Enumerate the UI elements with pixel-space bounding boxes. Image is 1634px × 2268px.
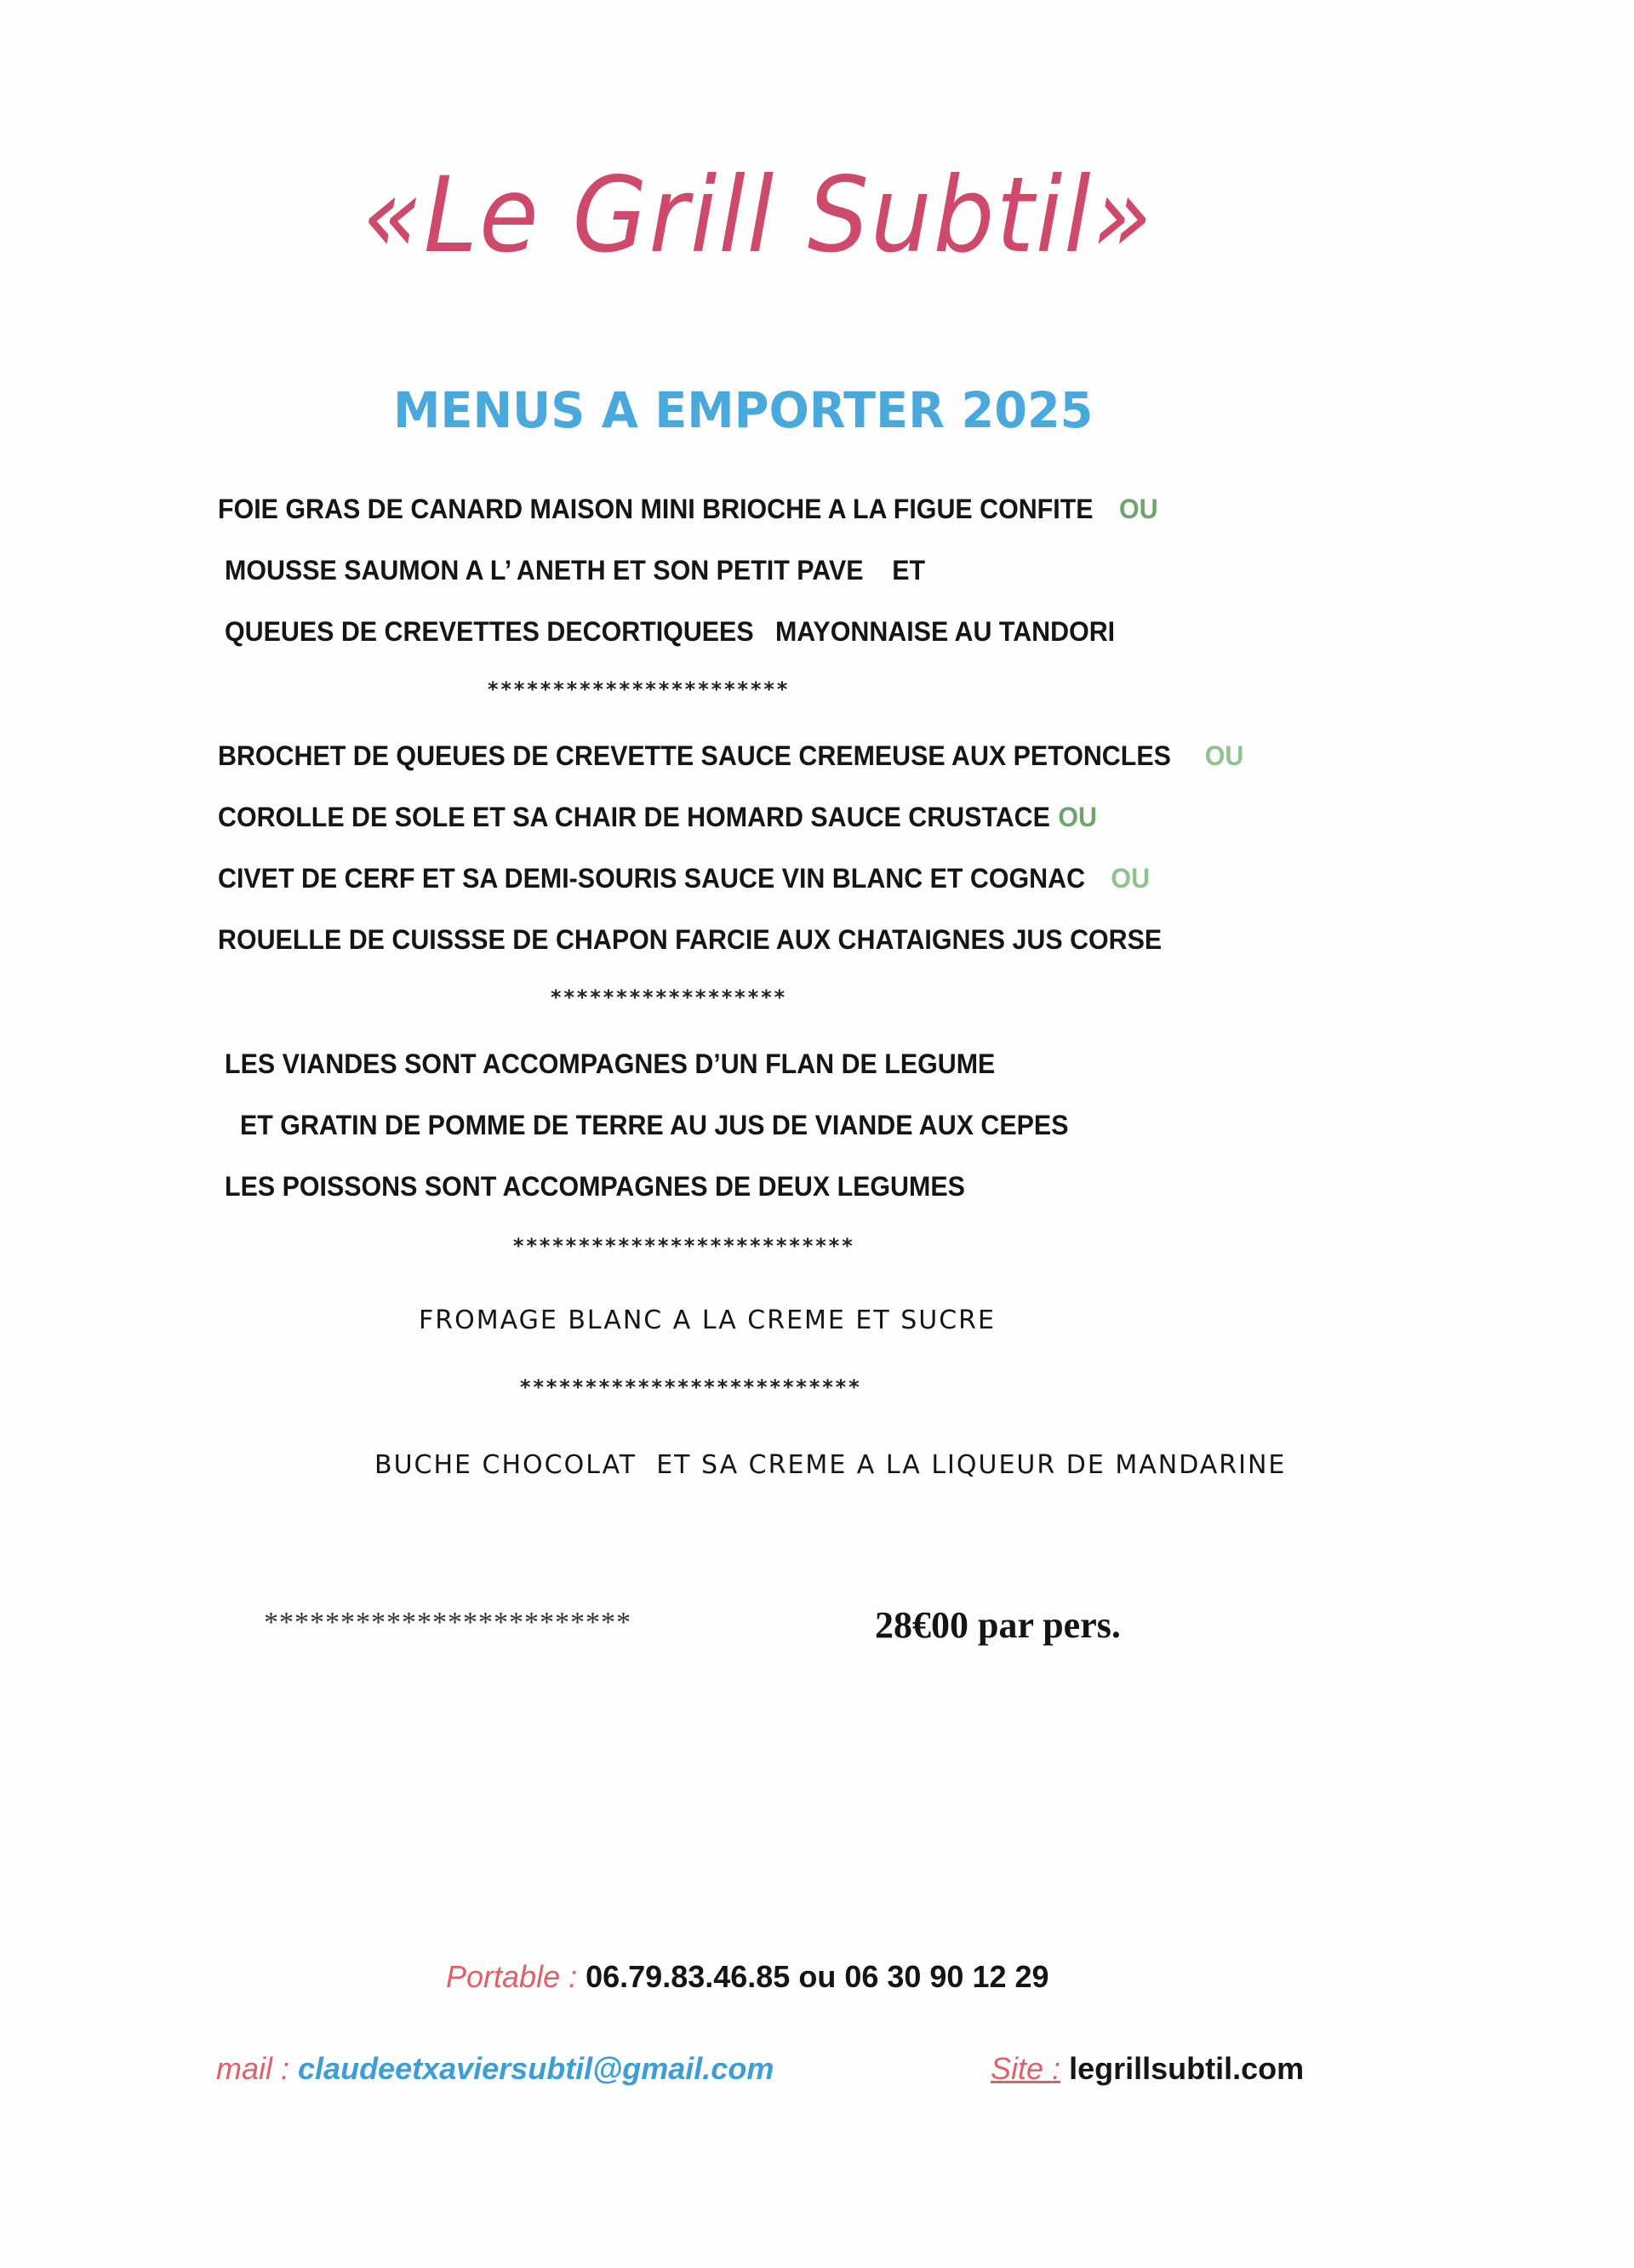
site-label: Site : <box>991 2051 1061 2086</box>
entree-text: MOUSSE SAUMON A L’ ANETH ET SON PETIT PAVE ET <box>225 555 926 586</box>
plat-line-2 <box>218 802 1097 833</box>
price-separator: ************************ <box>264 1607 631 1638</box>
plat-text: BROCHET DE QUEUES DE CREVETTE SAUCE CREMEUSE AUX PETONCLES <box>218 740 1171 771</box>
separator: *********************** <box>487 677 790 701</box>
separator: ************************** <box>512 1234 854 1258</box>
plat-line-1 <box>218 740 1243 772</box>
dessert-line: BUCHE CHOCOLAT ET SA CREME A LA LIQUEUR DE MANDARINE <box>374 1450 1287 1480</box>
ou-connector: OU <box>1111 863 1151 894</box>
plat-text: ROUELLE DE CUISSSE DE CHAPON FARCIE AUX CHATAIGNES JUS CORSE <box>218 924 1163 955</box>
site-link[interactable]: legrillsubtil.com <box>1069 2051 1305 2086</box>
fromage-line: FROMAGE BLANC A LA CREME ET SUCRE <box>419 1305 996 1335</box>
accompaniment-line-2: ET GRATIN DE POMME DE TERRE AU JUS DE VIANDE AUX CEPES <box>240 1110 1069 1140</box>
ou-connector: OU <box>1204 740 1244 771</box>
plat-text: CIVET DE CERF ET SA DEMI-SOURIS SAUCE VIN BLANC ET COGNAC <box>218 863 1086 894</box>
site-row <box>991 2051 1304 2087</box>
price: 28€00 par pers. <box>875 1604 1121 1646</box>
entree-text: FOIE GRAS DE CANARD MAISON MINI BRIOCHE A LA FIGUE CONFITE <box>218 494 1094 524</box>
entree-line-2 <box>225 555 925 586</box>
mail-link[interactable]: claudeetxaviersubtil@gmail.com <box>298 2051 774 2086</box>
phone-value: 06.79.83.46.85 ou 06 30 90 12 29 <box>586 1959 1049 1994</box>
ou-connector: OU <box>1118 494 1158 524</box>
plat-text: COROLLE DE SOLE ET SA CHAIR DE HOMARD SAUCE CRUSTACE <box>218 802 1050 832</box>
menu-heading: MENUS A EMPORTER 2025 <box>393 381 1094 439</box>
plat-line-4 <box>218 924 1162 956</box>
phone-label: Portable : <box>446 1959 578 1994</box>
accompaniment-line-3: LES POISSONS SONT ACCOMPAGNES DE DEUX LEGUMES <box>225 1171 965 1202</box>
plat-line-3 <box>218 863 1150 894</box>
phone-row <box>446 1959 1049 1995</box>
entree-text: QUEUES DE CREVETTES DECORTIQUEES MAYONNAISE AU TANDORI <box>225 616 1116 647</box>
ou-connector: OU <box>1058 802 1098 832</box>
accompaniment-line-1: LES VIANDES SONT ACCOMPAGNES D’UN FLAN DE LEGUME <box>225 1048 996 1079</box>
entree-line-1 <box>218 494 1158 525</box>
restaurant-title: «Le Grill Subtil» <box>363 155 1154 276</box>
mail-label: mail : <box>216 2051 290 2086</box>
entree-line-3 <box>225 616 1115 648</box>
mail-row <box>216 2051 774 2087</box>
separator: ****************** <box>550 985 787 1009</box>
separator: ************************** <box>519 1375 861 1399</box>
